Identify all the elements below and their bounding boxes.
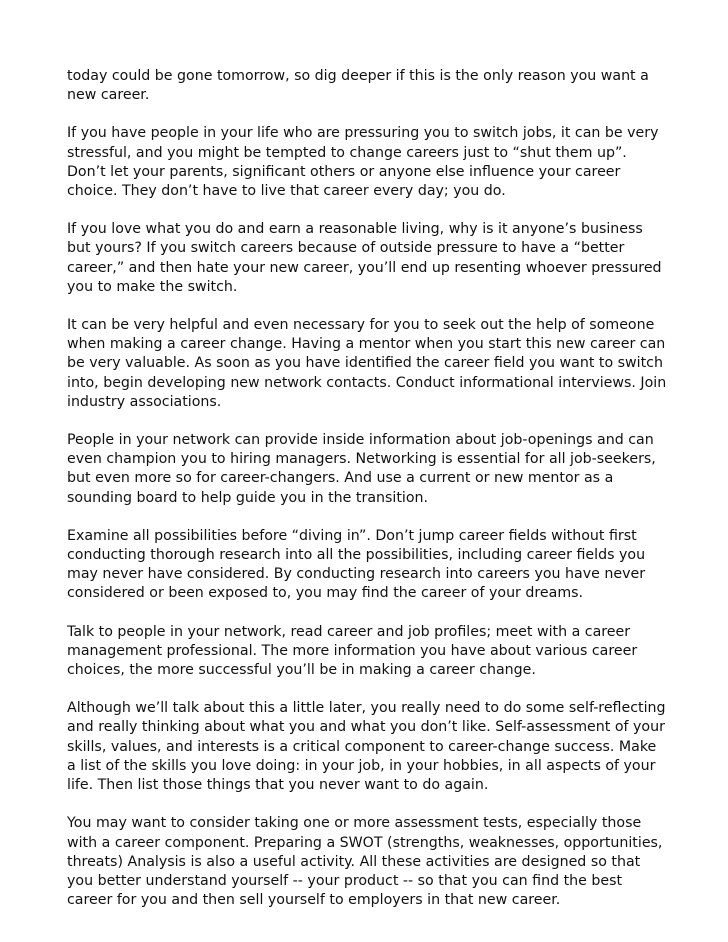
paragraph: You may want to consider taking one or more assessment tests, especially those with a career component. Preparing a SWOT (strengths, weaknesses, opportunities, threats) Analysis is also a useful activity. All these activities are designed so that you better understand yourself -- your product -- so that you can find the best career for you and then sell yourself to employers in that new career. <box>67 815 663 909</box>
paragraph: It can be very helpful and even necessary for you to seek out the help of someone when making a career change. Having a mentor when you start this new career can be very valuable. As soon as you have identified the career field you want to switch into, begin developing new network contacts. Conduct informational interviews. Join industry associations. <box>67 317 667 410</box>
paragraph: Examine all possibilities before “diving in”. Don’t jump career fields without first conducting thorough research into all the possibilities, including career fields you may never have considered. By conducting research into careers you have never considered or been exposed to, you may find the career of your dreams. <box>67 527 646 602</box>
paragraph: today could be gone tomorrow, so dig deeper if this is the only reason you want a new career. <box>67 68 649 104</box>
paragraph: If you have people in your life who are pressuring you to switch jobs, it can be very stressful, and you might be tempted to change careers just to “shut them up”. Don’t let your parents, significant others or anyone else influence your career choice. They don’t have to live that career every day; you do. <box>67 125 659 200</box>
paragraph: Talk to people in your network, read career and job profiles; meet with a career management professional. The more information you have about various career choices, the more successful you’ll be in making a career change. <box>67 623 638 679</box>
document-body <box>67 67 667 910</box>
paragraph: If you love what you do and earn a reasonable living, why is it anyone’s business but yours? If you switch careers because of outside pressure to have a “better career,” and then hate your new career, you’ll end up resenting whoever pressured you to make the switch. <box>67 221 662 295</box>
paragraph: Although we’ll talk about this a little later, you really need to do some self-reflecting and really thinking about what you and what you don’t like. Self-assessment of your skills, values, and interests is a critical component to career-change success. Make a list of the skills you love doing: in your job, in your hobbies, in all aspects of your life. Then list those things that you never want to do again. <box>67 700 666 794</box>
paragraph: People in your network can provide inside information about job-openings and can even champion you to hiring managers. Networking is essential for all job-seekers, but even more so for career-changers. And use a current or new mentor as a sounding board to help guide you in the transition. <box>67 432 656 506</box>
